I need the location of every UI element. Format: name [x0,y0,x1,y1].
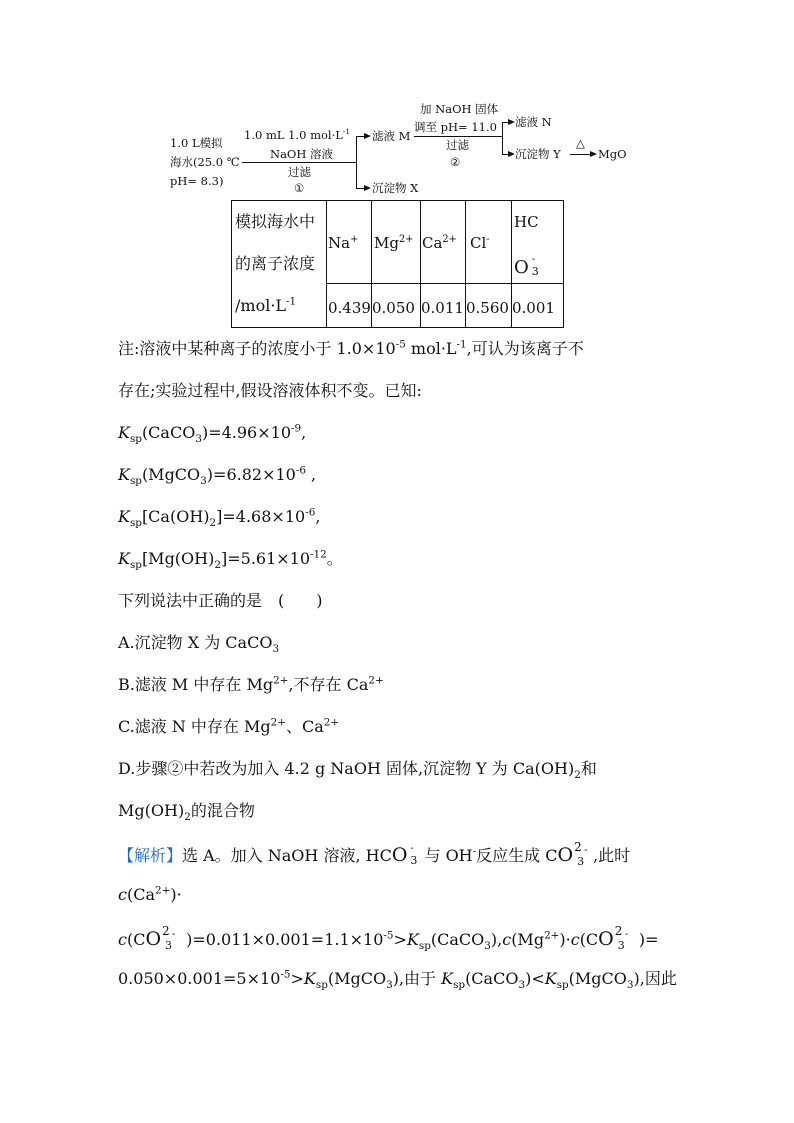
option-b[interactable]: B.滤液 M 中存在 $Mg^{2+}$,不存在 $Ca^{2+}$ [118,674,384,694]
analysis-tag: 【解析】 [118,846,183,865]
table-unit: $/mol\cdot L^{-1}$ [235,295,297,315]
mgo-product: MgO [598,147,627,161]
heat-symbol: △ [576,136,585,150]
ion-ca: $Ca^{2+}$ [422,234,457,252]
step2-reagent-label: 加 NaOH 固体 [420,102,499,116]
option-c[interactable]: C.滤液 N 中存在 $Mg^{2+}$、$Ca^{2+}$ [118,716,340,736]
flow-start-line1: 1.0 L模拟 [170,136,223,150]
step1-arrow-line [242,162,356,163]
step1-filter-label: 过滤 [288,165,311,179]
flow-start-line2: 海水(25.0 ℃ [170,155,240,169]
value-mg: 0.050 [372,299,415,317]
ion-mg: $Mg^{2+}$ [374,234,414,252]
ion-hco3-bottom: O - 3 [514,254,539,278]
ksp-mgoh2: $K_{sp}[Mg(OH)_2]=5.61\times 10^{-12}$。 [118,548,343,572]
analysis-line3: c(CO 2 - 3 )$=0.011\times 0.001=1.1\times 10^{-5}>K_{sp}(CaCO_3),c(Mg^{2+})\cdot c(CO$ 2 - 3 )= [118,924,659,953]
analysis-line1: 【解析】选 A。加入 NaOH 溶液, HCO - 3 与 OH-反应生成 CO 2 - 3 ,此时 [118,840,631,868]
filtrate-n: 滤液 N [515,115,552,129]
analysis-line2: $c(Ca^{2+})\cdot$ [118,884,182,904]
ion-concentration-table [231,200,564,328]
ksp-caco3: $K_{sp}(CaCO_3)=4.96\times 10^{-9}$, [118,422,307,446]
table-row-divider [326,283,563,284]
analysis-line4: $0.050\times 0.001=5\times 10^{-5}>K_{sp}(MgCO_3)$,由于 $K_{sp}(CaCO_3)<K_{sp}(MgCO_3)$,因此 [118,968,677,992]
step2-number: ② [450,155,461,169]
arrow-head-m [364,133,371,139]
note-line1: 注:溶液中某种离子的浓度小于 $1.0\times 10^{-5}$ $mol\cdot L^{-1}$,可认为该离子不 [118,338,584,358]
flow-start-line3: pH= 8.3) [170,174,224,188]
filtrate-m: 滤液 M [372,129,411,143]
option-d[interactable]: D.步骤②中若改为加入 4.2 g NaOH 固体,沉淀物 Y 为 $Ca(OH)_2$和 [118,759,597,782]
step1-branch-line [356,136,357,188]
heat-arrow-line [570,154,592,155]
ion-cl: Cl- [470,234,490,252]
step1-naoh-label: NaOH 溶液 [270,147,334,161]
arrow-head-y [508,151,515,157]
step2-filter-label: 过滤 [446,138,469,152]
step1-reagent-label: 1.0 mL 1.0 $mol\cdot L^{-1}$ [244,127,351,142]
table-header-line2: 的离子浓度 [235,254,316,273]
ksp-caoh2: $K_{sp}[Ca(OH)_2]=4.68\times 10^{-6}$, [118,506,321,530]
arrow-head-mgo [590,151,597,157]
table-header-line1: 模拟海水中 [235,212,316,231]
note-line2: 存在;实验过程中,假设溶液体积不变。已知: [118,381,422,400]
option-d-continued: $Mg(OH)_2$的混合物 [118,801,255,824]
option-a[interactable]: A.沉淀物 X 为 CaCO$_3$ [118,633,280,656]
ion-na: Na+ [328,234,359,252]
value-na: 0.439 [328,299,371,317]
question-stem: 下列说法中正确的是 ( ) [118,591,323,610]
step2-ph-label: 调至 pH= 11.0 [414,120,497,134]
ion-hco3-top: HC [514,213,539,231]
precip-y: 沉淀物 Y [515,147,561,161]
value-cl: 0.560 [466,299,509,317]
value-ca: 0.011 [421,299,464,317]
step2-arrow-line [414,136,502,137]
step1-number: ① [294,181,305,195]
arrow-head-n [508,119,515,125]
value-hco3: 0.001 [512,299,555,317]
step2-branch-line [502,122,503,154]
precip-x: 沉淀物 X [372,181,419,195]
arrow-head-x [364,185,371,191]
ksp-mgco3: $K_{sp}(MgCO_3)=6.82\times 10^{-6}$ , [118,464,317,488]
table-divider [326,201,327,327]
